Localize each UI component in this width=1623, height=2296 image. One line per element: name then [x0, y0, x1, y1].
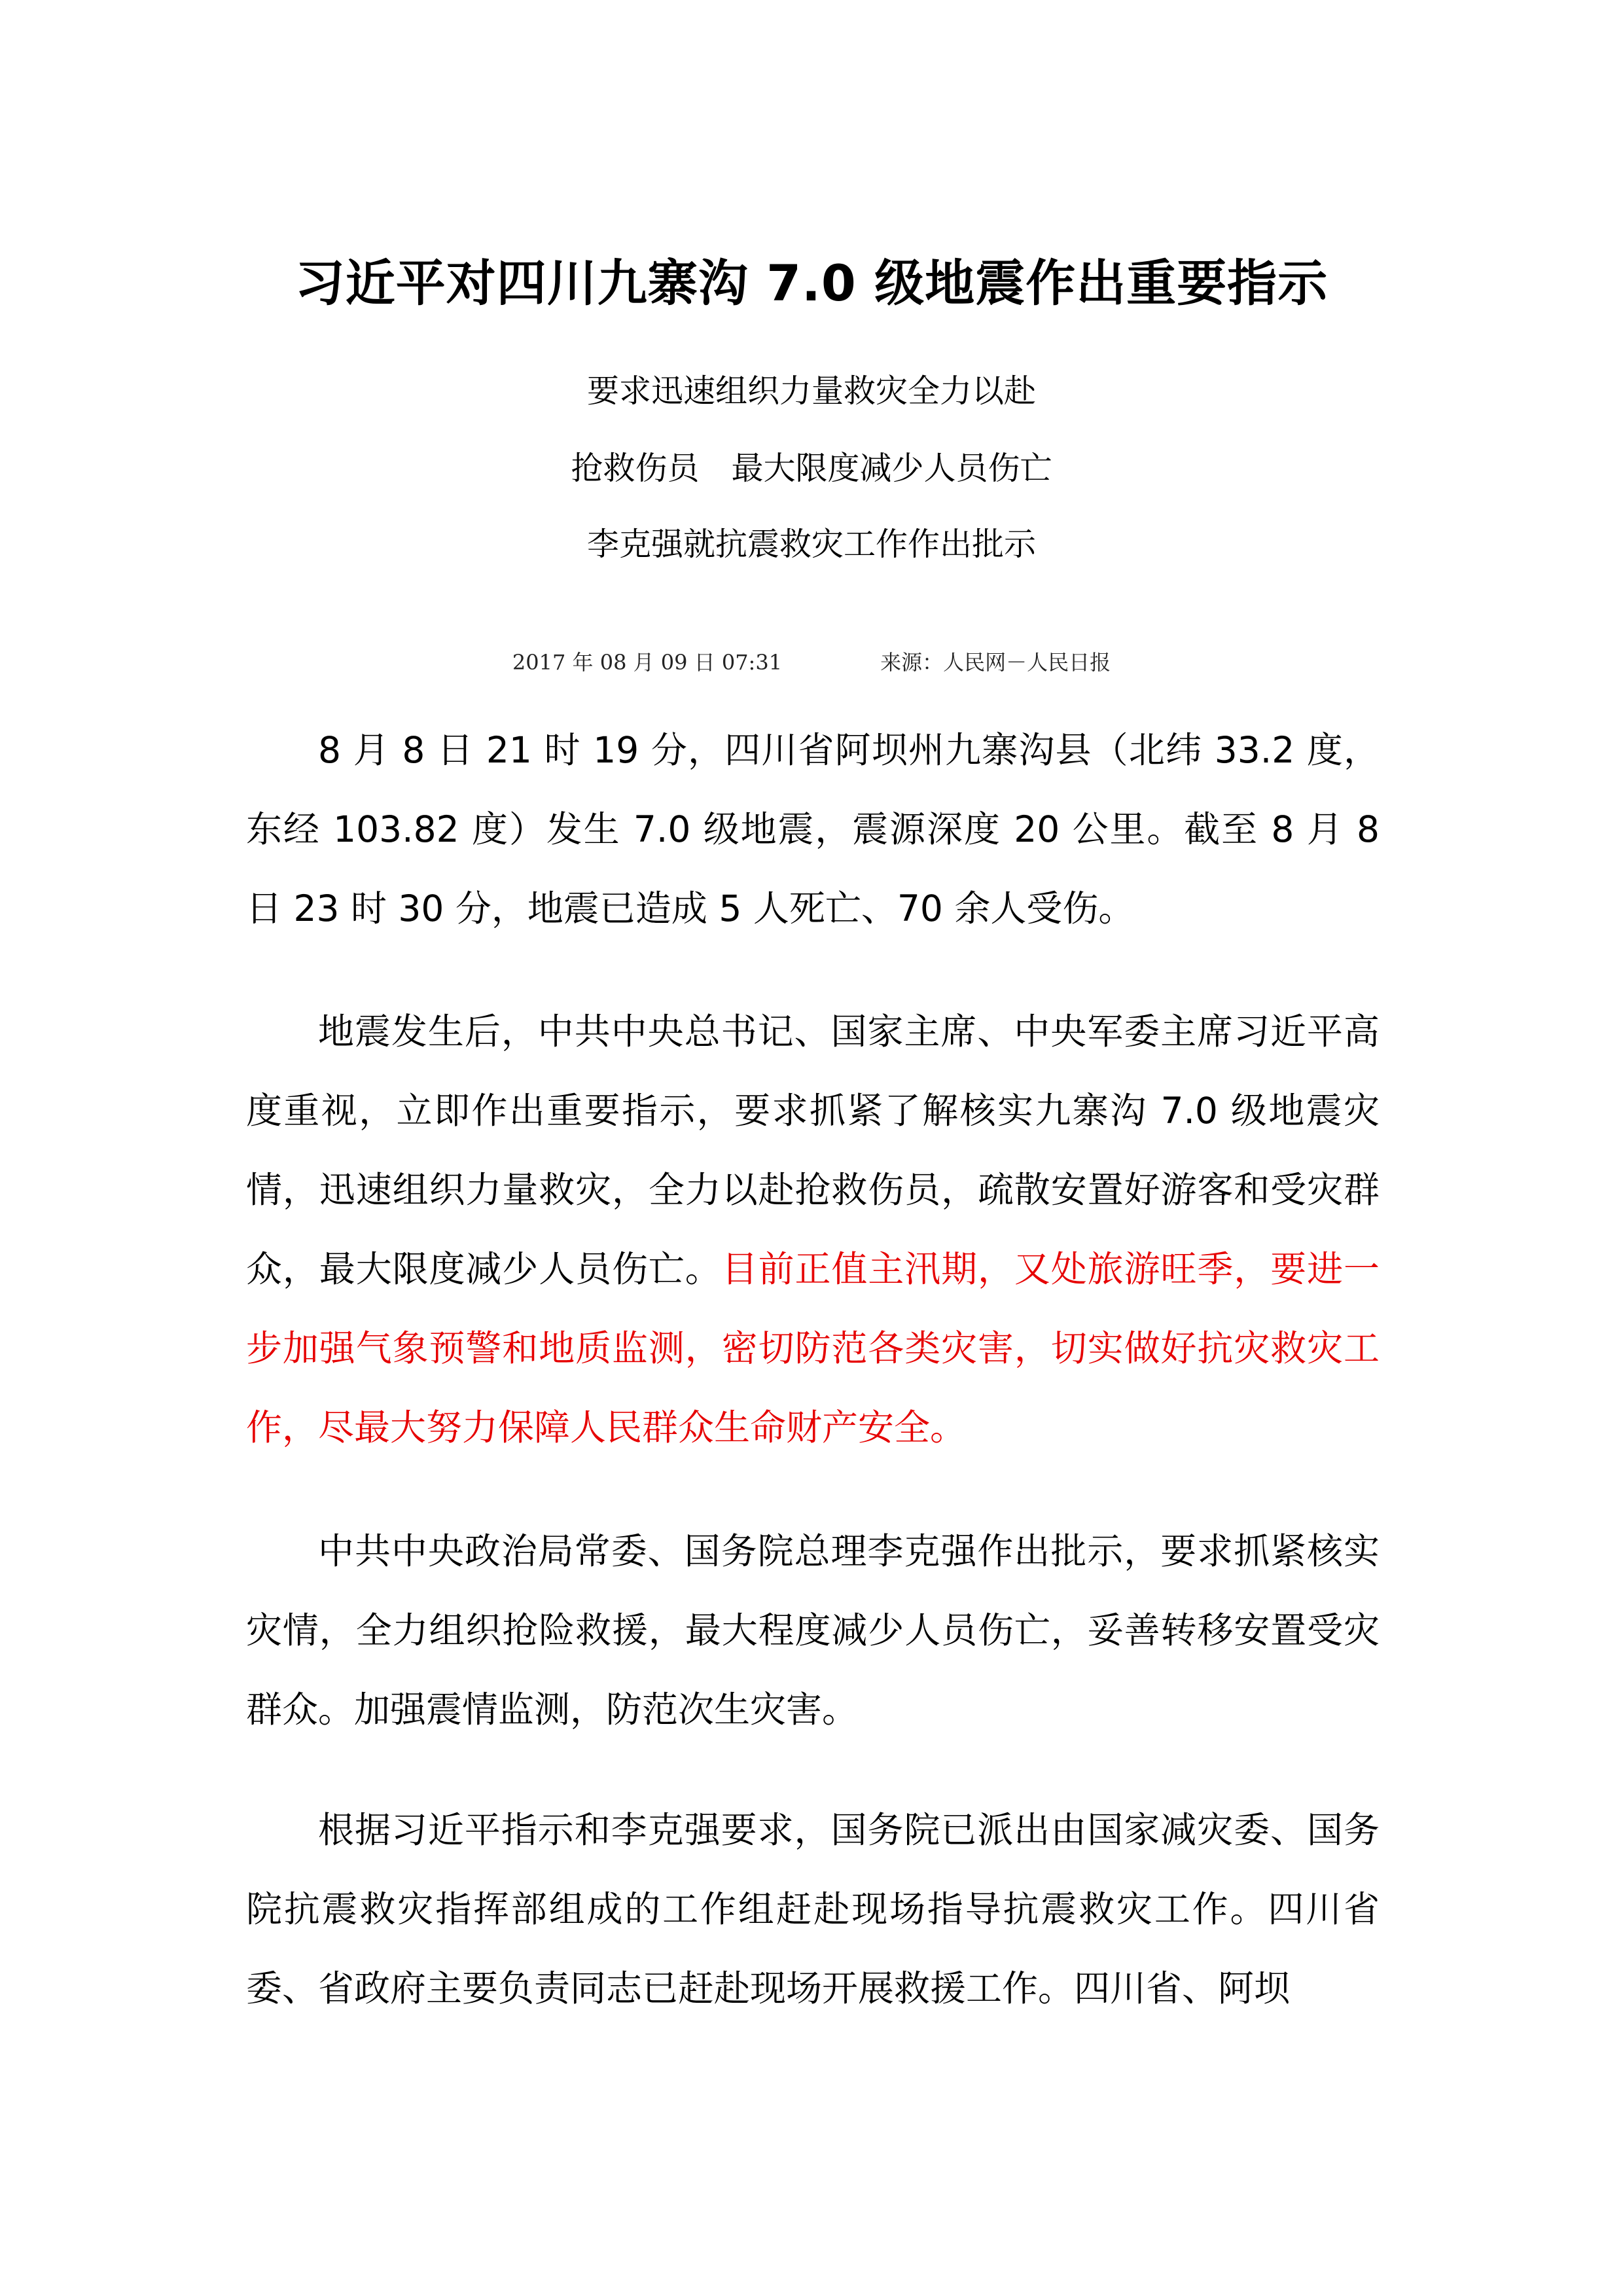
- subtitle-1: 要求迅速组织力量救灾全力以赴: [586, 372, 1036, 410]
- paragraph-4: 根据习近平指示和李克强要求，国务院已派出由国家减灾委、国务院抗震救灾指挥部组成的工作组赶赴现场指导抗震救灾工作。四川省委、省政府主要负责同志已赶赴现场开展救援工作。四川省、阿坝: [246, 1809, 1380, 2009]
- article-title: 习近平对四川九寨沟 7.0 级地震作出重要指示: [294, 254, 1329, 312]
- article-meta: [0, 646, 1623, 679]
- paragraph-1: 8 月 8 日 21 时 19 分，四川省阿坝州九寨沟县（北纬 33.2 度，东经 103.82 度）发生 7.0 级地震，震源深度 20 公里。截至 8 月 8 日 23 时 30 分，地震已造成 5 人死亡、70 余人受伤。: [246, 729, 1380, 929]
- publish-datetime: 2017 年 08 月 09 日 07:31: [512, 650, 783, 675]
- paragraph-2-highlight: 目前正值主汛期，又处旅游旺季，要进一步加强气象预警和地质监测，密切防范各类灾害，切实做好抗灾救灾工作，尽最大努力保障人民群众生命财产安全。: [246, 1248, 1380, 1448]
- subtitle-3: 李克强就抗震救灾工作作出批示: [586, 526, 1036, 563]
- subtitle-2: 抢救伤员 最大限度减少人员伤亡: [571, 450, 1052, 487]
- paragraph-2: [246, 992, 1380, 1467]
- paragraph-2-text: 地震发生后，中共中央总书记、国家主席、中央军委主席习近平高度重视，立即作出重要指示，要求抓紧了解核实九寨沟 7.0 级地震灾情，迅速组织力量救灾，全力以赴抢救伤员，疏散安置好游客和受灾群众，最大限度减少人员伤亡。: [246, 1011, 1380, 1290]
- paragraph-3: 中共中央政治局常委、国务院总理李克强作出批示，要求抓紧核实灾情，全力组织抢险救援，最大程度减少人员伤亡，妥善转移安置受灾群众。加强震情监测，防范次生灾害。: [246, 1530, 1380, 1731]
- article-source: 来源：人民网－人民日报: [880, 650, 1111, 675]
